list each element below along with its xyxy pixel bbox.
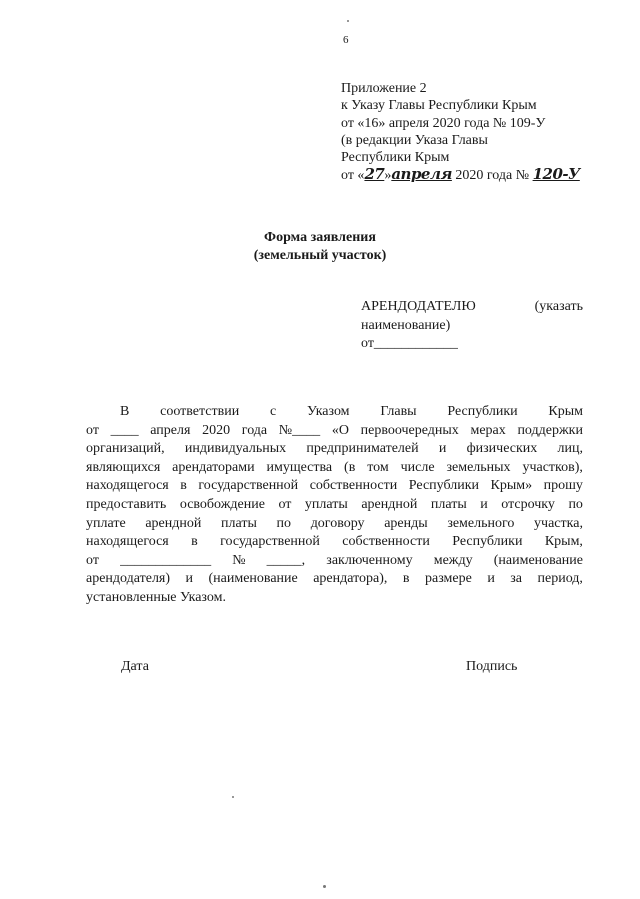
body-word: _____, xyxy=(266,552,306,568)
body-word: период, xyxy=(537,571,583,587)
appendix-line: (в редакции Указа Главы xyxy=(341,132,488,148)
body-word: 2020 xyxy=(202,422,231,438)
body-line xyxy=(86,570,583,589)
amendment-quote: » xyxy=(384,168,392,184)
body-word: договору xyxy=(310,515,365,531)
body-word: №____ xyxy=(278,422,321,438)
body-word: находящегося xyxy=(86,534,169,550)
body-word: являющихся xyxy=(86,459,161,475)
body-word: уплате xyxy=(86,515,126,531)
body-word: в xyxy=(191,534,198,550)
body-word: ____ xyxy=(110,422,139,438)
body-word: Республики xyxy=(408,478,480,494)
body-word: числе xyxy=(400,459,435,475)
body-line xyxy=(86,440,583,459)
body-word: государственной xyxy=(198,478,299,494)
body-word: Крым xyxy=(548,404,583,419)
scan-speck xyxy=(347,20,349,22)
body-line xyxy=(86,589,583,608)
form-title: Форма заявления xyxy=(264,230,376,245)
body-word: имущества xyxy=(266,459,333,475)
form-subtitle: (земельный участок) xyxy=(253,248,387,263)
body-line xyxy=(86,477,583,496)
handwritten-day: 27 xyxy=(364,165,385,184)
amendment-year: 2020 года № xyxy=(451,168,533,184)
amendment-prefix: от « xyxy=(341,168,365,184)
body-word: и xyxy=(185,571,194,587)
body-word: аренды xyxy=(384,515,428,531)
body-word: государственной xyxy=(220,534,320,550)
body-word: по xyxy=(568,496,583,512)
body-word: организаций, xyxy=(86,441,165,457)
body-word: арендодателя) xyxy=(86,571,171,587)
body-word: предпринимателей xyxy=(306,441,419,457)
body-word: установленные Указом. xyxy=(86,589,226,605)
body-word: арендной xyxy=(145,515,202,531)
body-word: Главы xyxy=(380,404,417,419)
body-word: и xyxy=(487,571,495,587)
body-word: апреля xyxy=(150,422,191,438)
body-word: собственности xyxy=(342,534,430,550)
body-line xyxy=(86,515,583,534)
addressee-line: наименование) xyxy=(361,317,451,333)
date-label: Дата xyxy=(121,659,149,674)
body-word: участков), xyxy=(522,459,583,475)
body-word: с xyxy=(270,404,277,419)
body-word: от xyxy=(86,422,99,438)
body-word: предоставить xyxy=(86,496,167,512)
scan-speck xyxy=(323,885,326,888)
appendix-line: Приложение 2 xyxy=(341,81,427,96)
body-line xyxy=(86,552,583,571)
body-word: В xyxy=(120,404,130,419)
body-word: Крым, xyxy=(544,534,583,550)
body-word: от xyxy=(86,552,99,568)
body-word: лиц, xyxy=(557,441,583,457)
addressee-block xyxy=(361,298,583,354)
body-word: в xyxy=(402,571,410,587)
body-word: в xyxy=(180,478,187,494)
body-word: соответствии xyxy=(160,404,240,419)
body-word: № xyxy=(232,552,246,568)
appendix-line: от «16» апреля 2020 года № 109-У xyxy=(341,115,546,131)
handwritten-month: апреля xyxy=(391,165,452,184)
appendix-block xyxy=(341,80,580,185)
body-word: и xyxy=(480,496,488,512)
signature-label: Подпись xyxy=(466,659,518,674)
body-word: _____________ xyxy=(120,552,212,568)
body-word: прошу xyxy=(543,478,583,494)
body-word: участка, xyxy=(534,515,583,531)
body-word: земельных xyxy=(446,459,511,475)
body-word: поддержки xyxy=(517,422,583,438)
body-line xyxy=(86,533,583,552)
addressee-word: АРЕНДОДАТЕЛЮ xyxy=(361,299,476,314)
body-word: (наименование xyxy=(493,552,583,568)
body-word: года xyxy=(241,422,268,438)
body-word: уплаты xyxy=(304,496,348,512)
body-word: «О xyxy=(331,422,349,438)
scan-speck xyxy=(232,796,234,798)
handwritten-number: 120-У xyxy=(532,165,580,184)
body-word: мерах xyxy=(470,422,506,438)
body-word: за xyxy=(510,571,523,587)
body-word: индивидуальных xyxy=(184,441,287,457)
body-word: Республики xyxy=(452,534,523,550)
body-word: земельного xyxy=(447,515,515,531)
body-line xyxy=(86,403,583,422)
body-word: Республики xyxy=(447,404,518,419)
body-word: собственности xyxy=(309,478,398,494)
body-word: физических xyxy=(466,441,538,457)
body-word: от xyxy=(278,496,292,512)
body-word: арендной xyxy=(361,496,418,512)
appendix-line: к Указу Главы Республики Крым xyxy=(341,98,537,114)
body-word: размере xyxy=(425,571,472,587)
page-number: 6 xyxy=(343,34,349,46)
body-line xyxy=(86,496,583,515)
body-line xyxy=(86,459,583,478)
body-word: первоочередных xyxy=(360,422,459,438)
body-word: арендаторами xyxy=(172,459,255,475)
body-word: платы xyxy=(430,496,467,512)
body-word: Указом xyxy=(307,404,350,419)
body-word: по xyxy=(276,515,292,531)
body-word: и xyxy=(438,441,447,457)
body-word: (наименование xyxy=(208,571,298,587)
body-word: находящегося xyxy=(86,478,169,494)
body-word: платы xyxy=(221,515,257,531)
body-word: между xyxy=(433,552,473,568)
body-line xyxy=(86,422,583,441)
body-word: арендатора), xyxy=(313,571,388,587)
body-word: отсрочку xyxy=(501,496,555,512)
addressee-word: (указать xyxy=(534,299,583,314)
appendix-line: Республики Крым xyxy=(341,150,450,166)
body-word: освобождение xyxy=(179,496,265,512)
addressee-row xyxy=(361,298,583,317)
body-word: заключенному xyxy=(326,552,413,568)
body-word: Крым» xyxy=(490,478,533,494)
application-body xyxy=(86,403,583,608)
body-word: (в xyxy=(344,459,356,475)
appendix-amendment-line xyxy=(341,166,580,184)
body-word: том xyxy=(367,459,389,475)
addressee-from-line: от____________ xyxy=(361,336,458,351)
